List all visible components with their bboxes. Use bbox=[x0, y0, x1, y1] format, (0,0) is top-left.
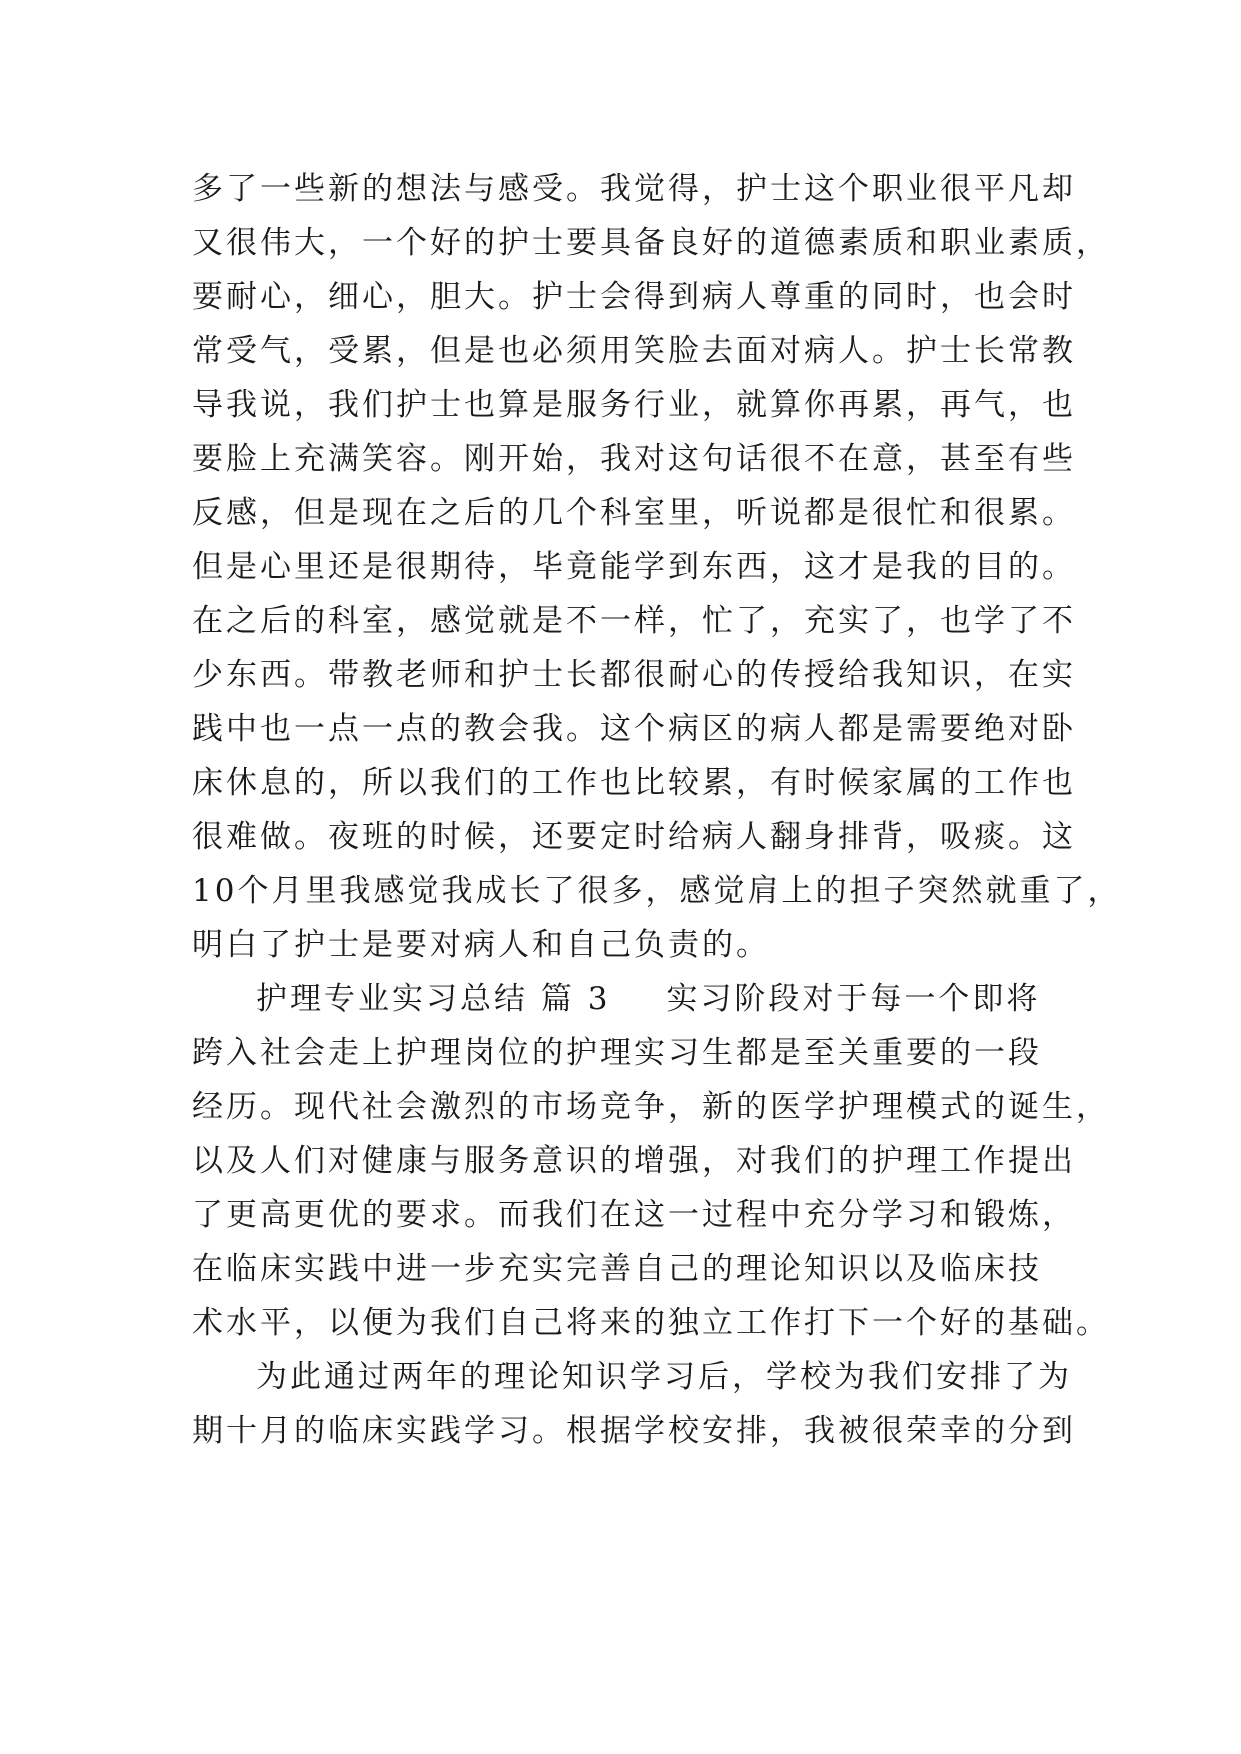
text-line: 以及人们对健康与服务意识的增强，对我们的护理工作提出 bbox=[192, 1143, 1076, 1179]
text-line: 经历。现代社会激烈的市场竞争，新的医学护理模式的诞生， bbox=[192, 1089, 1110, 1125]
text-line: 践中也一点一点的教会我。这个病区的病人都是需要绝对卧 bbox=[192, 711, 1076, 747]
text-line: 明白了护士是要对病人和自己负责的。 bbox=[192, 927, 770, 963]
text-line: 了更高更优的要求。而我们在这一过程中充分学习和锻炼， bbox=[192, 1197, 1076, 1233]
text-line: 术水平，以便为我们自己将来的独立工作打下一个好的基础。 bbox=[192, 1305, 1110, 1341]
text-line: 又很伟大，一个好的护士要具备良好的道德素质和职业素质， bbox=[192, 225, 1110, 261]
section-first-text: 实习阶段对于每一个即将 bbox=[666, 981, 1041, 1017]
text-line: 反感，但是现在之后的几个科室里，听说都是很忙和很累。 bbox=[192, 495, 1076, 531]
text-line: 在之后的科室，感觉就是不一样，忙了，充实了，也学了不 bbox=[192, 603, 1076, 639]
text-line: 多了一些新的想法与感受。我觉得，护士这个职业很平凡却 bbox=[192, 171, 1076, 207]
text-line: 10个月里我感觉我成长了很多，感觉肩上的担子突然就重了， bbox=[192, 873, 1122, 909]
paragraph-first-line: 为此通过两年的理论知识学习后，学校为我们安排了为 bbox=[256, 1359, 1072, 1395]
document-body bbox=[192, 162, 1122, 1458]
section-first-line bbox=[192, 972, 1072, 1026]
text-line: 但是心里还是很期待，毕竟能学到东西，这才是我的目的。 bbox=[192, 549, 1076, 585]
text-line: 期十月的临床实践学习。根据学校安排，我被很荣幸的分到 bbox=[192, 1413, 1076, 1449]
section-heading: 护理专业实习总结 篇 3 bbox=[256, 981, 611, 1017]
text-line: 很难做。夜班的时候，还要定时给病人翻身排背，吸痰。这 bbox=[192, 819, 1076, 855]
text-line: 常受气，受累，但是也必须用笑脸去面对病人。护士长常教 bbox=[192, 333, 1076, 369]
text-line: 跨入社会走上护理岗位的护理实习生都是至关重要的一段 bbox=[192, 1035, 1042, 1071]
text-line: 要耐心，细心，胆大。护士会得到病人尊重的同时，也会时 bbox=[192, 279, 1076, 315]
text-line: 少东西。带教老师和护士长都很耐心的传授给我知识，在实 bbox=[192, 657, 1076, 693]
text-line: 导我说，我们护士也算是服务行业，就算你再累，再气，也 bbox=[192, 387, 1076, 423]
text-line: 要脸上充满笑容。刚开始，我对这句话很不在意，甚至有些 bbox=[192, 441, 1076, 477]
text-line: 在临床实践中进一步充实完善自己的理论知识以及临床技 bbox=[192, 1251, 1042, 1287]
text-line: 床休息的，所以我们的工作也比较累，有时候家属的工作也 bbox=[192, 765, 1076, 801]
